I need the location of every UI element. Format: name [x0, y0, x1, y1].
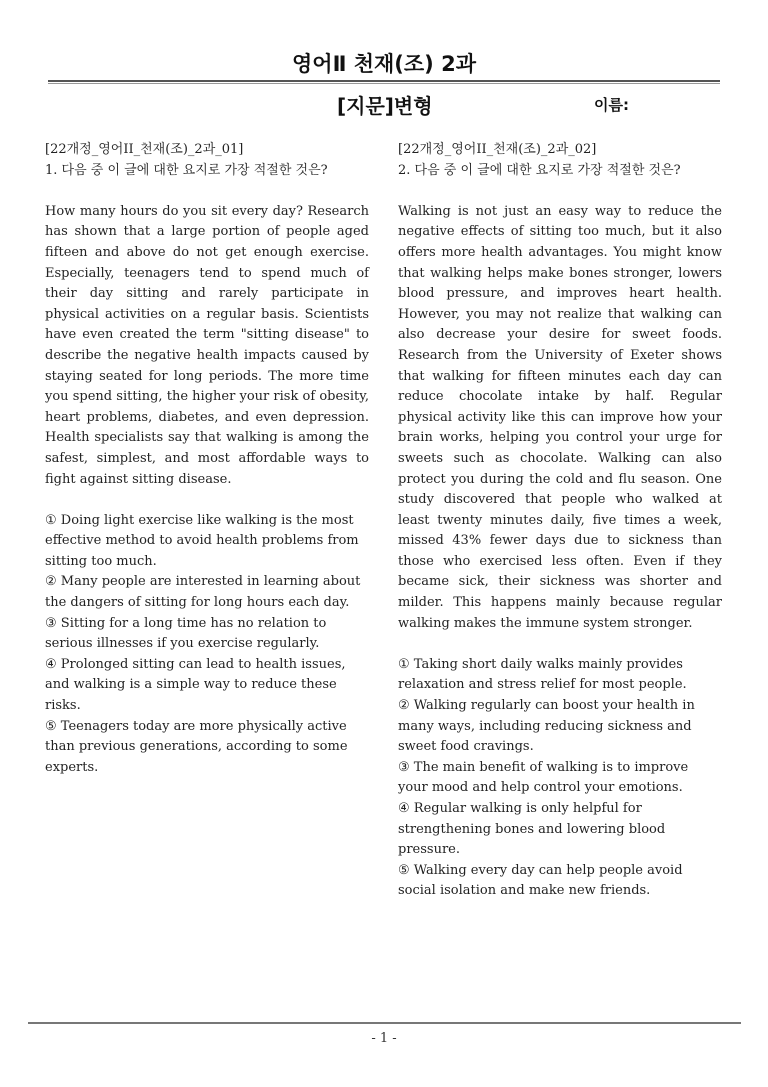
- answer-choice: ① Taking short daily walks mainly provides relaxation and stress relief for most people.: [398, 656, 687, 693]
- question-prompt: 2. 다음 중 이 글에 대한 요지로 가장 적절한 것은?: [398, 162, 681, 178]
- answer-choice: ② Walking regularly can boost your health in many ways, including reducing sickness and sweet food cravings.: [398, 698, 695, 755]
- question-2-column: [398, 140, 722, 902]
- question-code: [22개정_영어II_천재(조)_2과_02]: [398, 142, 597, 157]
- passage-text: Walking is not just an easy way to reduce the negative effects of sitting too much, but it also offers more health advantages. You might know that walking helps make bones stronger, lowers blood pressure, and improves heart health. However, you may not realize that walking can also decrease your desire for sweet foods. Research from the University of Exeter shows that walking for fifteen minutes each day can reduce chocolate intake by half. Regular physical activity like this can improve how your brain works, helping you control your urge for sweets such as chocolate. Walking can also protect you during the cold and flu season. One study discovered that people who walked at least twenty minutes daily, five times a week, missed 43% fewer days due to sickness than those who exercised less often. Even if they became sick, their sickness was shorter and milder. This happens mainly because regular walking makes the immune system stronger.: [398, 203, 722, 631]
- page-title: 영어Ⅱ 천재(조) 2과: [292, 52, 476, 76]
- answer-choice: ③ Sitting for a long time has no relation to serious illnesses if you exercise regularly.: [45, 615, 327, 652]
- answer-choice: ① Doing light exercise like walking is the most effective method to avoid health problems from sitting too much.: [45, 512, 359, 569]
- answer-choices: [398, 655, 722, 902]
- answer-choice: ⑤ Walking every day can help people avoid social isolation and make new friends.: [398, 862, 683, 899]
- name-field-label: 이름:: [594, 96, 629, 114]
- answer-choice: ④ Prolonged sitting can lead to health issues, and walking is a simple way to reduce these risks.: [45, 656, 346, 714]
- footer-divider: [28, 1022, 741, 1024]
- question-code: [22개정_영어II_천재(조)_2과_01]: [45, 142, 244, 157]
- answer-choice: ⑤ Teenagers today are more physically active than previous generations, according to some experts.: [45, 718, 348, 775]
- answer-choice: ④ Regular walking is only helpful for strengthening bones and lowering blood pressure.: [398, 801, 666, 858]
- page-number: - 1 -: [371, 1031, 397, 1046]
- passage-text: How many hours do you sit every day? Research has shown that a large portion of people aged fifteen and above do not get enough exercise. Especially, teenagers tend to spend much of their day sitting and rarely participate in physical activities on a regular basis. Scientists have even created the term "sitting disease" to describe the negative health impacts caused by staying seated for long periods. The more time you spend sitting, the higher your risk of obesity, heart problems, diabetes, and even depression. Health specialists say that walking is among the safest, simplest, and most affordable ways to fight against sitting disease.: [45, 203, 369, 487]
- answer-choices: [45, 511, 369, 779]
- answer-choice: ② Many people are interested in learning about the dangers of sitting for long hours each day.: [45, 574, 361, 611]
- page-subtitle: [지문]변형: [337, 94, 433, 118]
- answer-choice: ③ The main benefit of walking is to improve your mood and help control your emotions.: [398, 759, 689, 796]
- header-divider: [48, 80, 720, 84]
- question-1-column: [45, 140, 369, 778]
- question-prompt: 1. 다음 중 이 글에 대한 요지로 가장 적절한 것은?: [45, 162, 328, 178]
